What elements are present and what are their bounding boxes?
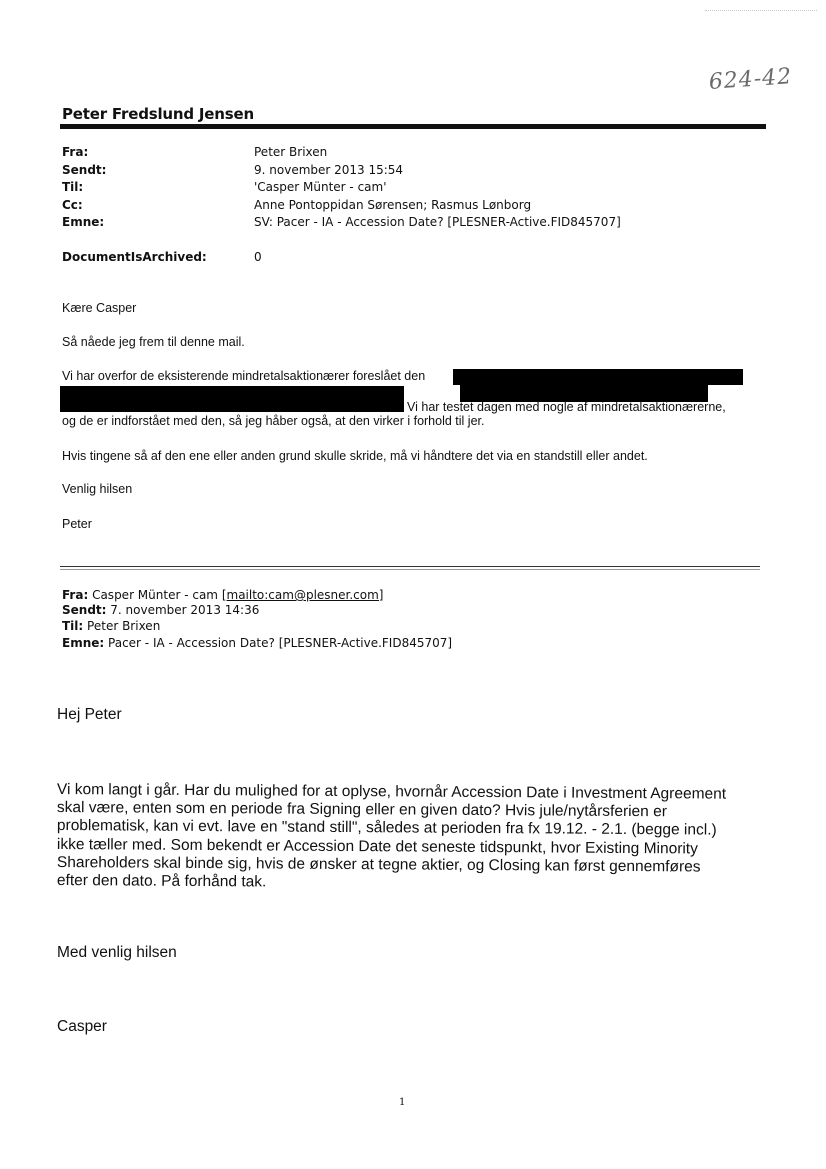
email-link[interactable]: [mailto:cam@plesner.com] <box>221 588 384 602</box>
sent-value: 9. november 2013 15:54 <box>254 163 404 177</box>
archived-value: 0 <box>254 250 262 264</box>
forwarded-from-label: Fra: <box>62 588 89 602</box>
redaction-bar <box>453 369 743 385</box>
forwarded-sent-value: 7. november 2013 14:36 <box>110 603 260 617</box>
subject-label: Emne: <box>62 215 105 229</box>
original-line: ikke tæller med. Som bekendt er Accession Date det seneste tidspunkt, hvor Existing Minority <box>56 836 698 858</box>
archived-label: DocumentIsArchived: <box>62 250 207 264</box>
page-number: 1 <box>399 1097 406 1108</box>
original-line: Vi kom langt i går. Har du mulighed for at oplyse, hvornår Accession Date i Investment Agreement <box>56 781 727 803</box>
cc-value: Anne Pontoppidan Sørensen; Rasmus Lønborg <box>254 198 532 212</box>
original-line: skal være, enten som en periode fra Signing eller en given dato? Hvis jule/nytårsferien er <box>56 799 667 821</box>
original-signature: Casper <box>57 1018 107 1035</box>
reply-signature: Peter <box>62 517 92 531</box>
reply-line-3: Vi har testet dagen med nogle af mindretalsaktionærerne, <box>407 400 726 414</box>
forward-separator <box>60 566 760 567</box>
forwarded-subject-label: Emne: <box>62 636 105 650</box>
forwarded-to-label: Til: <box>62 619 84 633</box>
scan-edge-line <box>705 10 817 11</box>
forwarded-to-value: Peter Brixen <box>87 619 161 633</box>
subject-value: SV: Pacer - IA - Accession Date? [PLESNER-Active.FID845707] <box>254 215 621 229</box>
reply-closing: Venlig hilsen <box>62 482 133 496</box>
handwritten-note: 624-42 <box>708 64 793 95</box>
forwarded-sent-line <box>62 603 259 617</box>
forwarded-to-line <box>62 619 160 633</box>
original-line: efter den dato. På forhånd tak. <box>56 872 267 891</box>
to-value: 'Casper Münter - cam' <box>254 180 387 194</box>
from-label: Fra: <box>62 145 89 159</box>
forward-separator-shadow <box>60 569 760 570</box>
from-value: Peter Brixen <box>254 145 328 159</box>
mailbox-owner-name: Peter Fredslund Jensen <box>62 105 254 123</box>
original-closing: Med venlig hilsen <box>57 944 177 961</box>
original-greeting: Hej Peter <box>57 706 122 723</box>
redaction-bar <box>60 386 404 412</box>
forwarded-subject-line <box>62 636 452 650</box>
reply-line-2: Vi har overfor de eksisterende mindretalsaktionærer foreslået den <box>62 369 426 383</box>
cc-label: Cc: <box>62 198 83 212</box>
sent-label: Sendt: <box>62 163 107 177</box>
reply-greeting: Kære Casper <box>62 301 137 315</box>
reply-line-4: og de er indforstået med den, så jeg håber også, at den virker i forhold til jer. <box>62 414 485 428</box>
owner-divider <box>60 124 766 129</box>
forwarded-subject-value: Pacer - IA - Accession Date? [PLESNER-Active.FID845707] <box>108 636 453 650</box>
to-label: Til: <box>62 180 84 194</box>
forwarded-from-value: Casper Münter - cam <box>92 588 218 602</box>
forwarded-from-line <box>62 588 383 602</box>
original-line: problematisk, kan vi evt. lave en "stand still", således at perioden fra fx 19.12. - 2.1. (begge incl.) <box>56 817 717 839</box>
reply-line-5: Hvis tingene så af den ene eller anden grund skulle skride, må vi håndtere det via en standstill eller andet. <box>62 449 648 463</box>
original-line: Shareholders skal binde sig, hvis de ønsker at tegne aktier, og Closing kan først gennemføres <box>56 854 701 876</box>
forwarded-sent-label: Sendt: <box>62 603 107 617</box>
reply-line-1: Så nåede jeg frem til denne mail. <box>62 335 245 349</box>
